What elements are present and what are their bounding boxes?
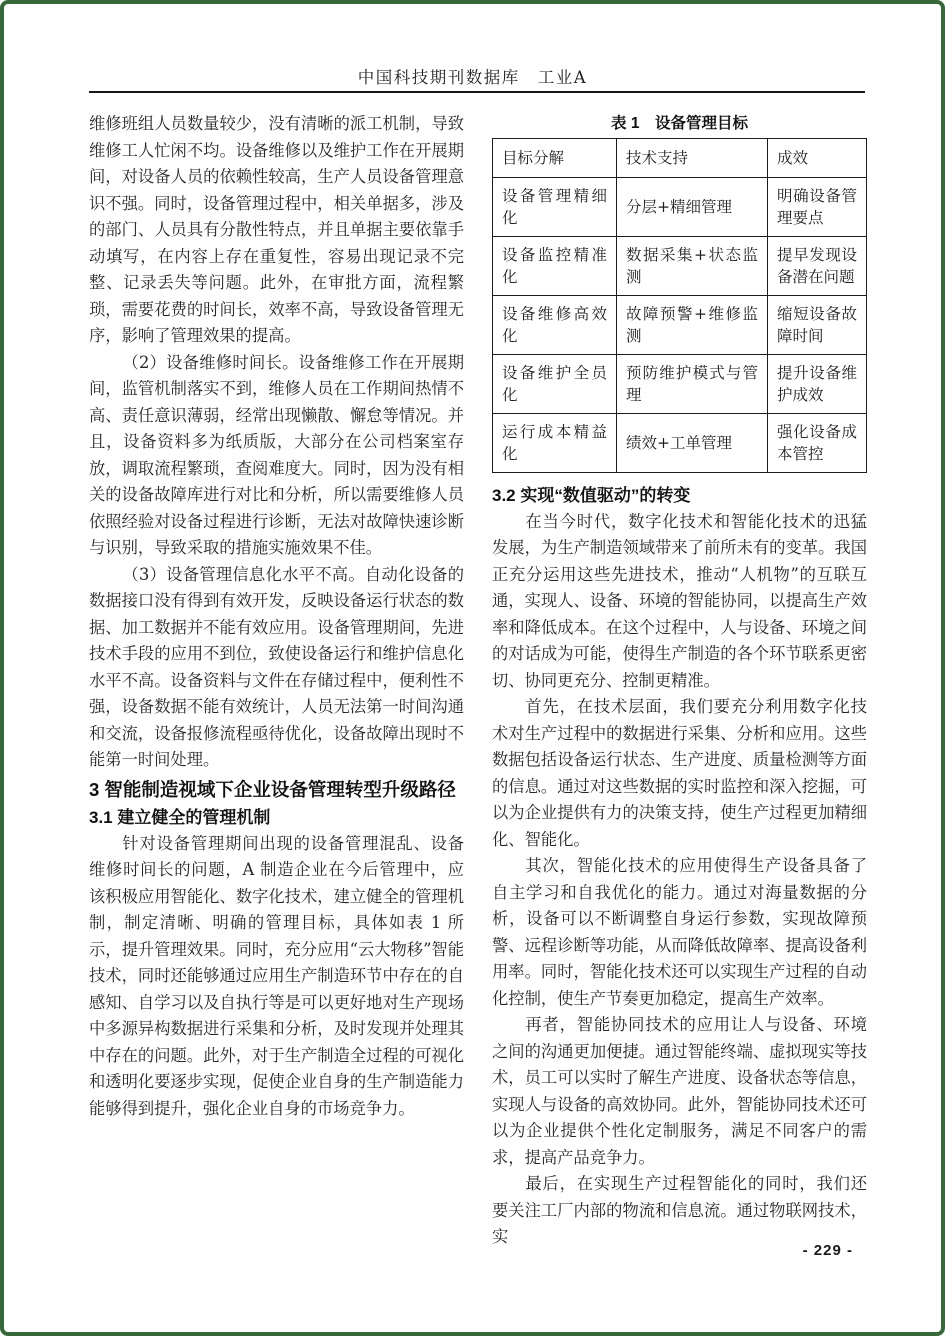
page-number: - 229 -	[802, 1242, 853, 1259]
paragraph-lastly: 最后，在实现生产过程智能化的同时，我们还要关注工厂内部的物流和信息流。通过物联网技术，实	[492, 1174, 867, 1246]
section-heading-3-2: 3.2 实现“数值驱动”的转变	[492, 485, 691, 505]
section-heading-3-1: 3.1 建立健全的管理机制	[89, 807, 271, 827]
left-column	[89, 111, 464, 1251]
section-heading-3: 3 智能制造视域下企业设备管理转型升级路径	[89, 778, 456, 800]
table-cell: 设备维修高效化	[493, 295, 617, 354]
table-header-cell: 成效	[768, 138, 867, 177]
table-cell: 缩短设备故障时间	[768, 295, 867, 354]
table-cell: 分层+精细管理	[617, 177, 768, 236]
paragraph-continuation: 维修班组人员数量较少，没有清晰的派工机制，导致维修工人忙闲不均。设备维修以及维护工作在开展期间，对设备人员的依赖性较高，生产人员设备管理意识不强。同时，设备管理过程中，相关单据多，涉及的部门、人员具有分散性特点，并且单据主要依靠手动填写，在内容上存在重复性，容易出现记录不完整、记录丢失等问题。此外，在审批方面，流程繁琐，需要花费的时间长，效率不高，导致设备管理无序，影响了管理效果的提高。	[89, 114, 464, 345]
table-header-cell: 目标分解	[493, 138, 617, 177]
equipment-goals-table	[492, 138, 867, 473]
table-cell: 预防维护模式与管理	[617, 354, 768, 413]
paragraph-item-3: （3）设备管理信息化水平不高。自动化设备的数据接口没有得到有效开发，反映设备运行状态的数据、加工数据并不能有效应用。设备管理期间，先进技术手段的应用不到位，致使设备运行和维护信息化水平不高。设备资料与文件在存储过程中，便利性不强，设备数据不能有效统计，人员无法第一时间沟通和交流，设备报修流程亟待优化，设备故障出现时不能第一时间处理。	[89, 564, 464, 769]
table-cell: 明确设备管理要点	[768, 177, 867, 236]
table-row	[493, 354, 867, 413]
table-row	[493, 295, 867, 354]
table-header-cell: 技术支持	[617, 138, 768, 177]
table-cell: 运行成本精益化	[493, 413, 617, 472]
table-row	[493, 236, 867, 295]
paragraph-item-2: （2）设备维修时间长。设备维修工作在开展期间，监管机制落实不到，维修人员在工作期间热情不高、责任意识薄弱，经常出现懒散、懈怠等情况。并且，设备资料多为纸质版，大部分在公司档案室存放，调取流程繁琐，查阅难度大。同时，因为没有相关的设备故障库进行对比和分析，所以需要维修人员依照经验对设备过程进行诊断，无法对故障快速诊断与识别，导致采取的措施实施效果不佳。	[89, 352, 464, 557]
table-cell: 提早发现设备潜在问题	[768, 236, 867, 295]
paragraph-3-2-intro: 在当今时代，数字化技术和智能化技术的迅猛发展，为生产制造领域带来了前所未有的变革。我国正充分运用这些先进技术，推动“人机物”的互联互通，实现人、设备、环境的智能协同，以提高生产效率和降低成本。在这个过程中，人与设备、环境之间的对话成为可能，使得生产制造的各个环节联系更密切、协同更充分、控制更精准。	[492, 511, 867, 690]
table-cell: 数据采集+状态监测	[617, 236, 768, 295]
table-cell: 设备管理精细化	[493, 177, 617, 236]
right-column	[492, 111, 867, 1251]
journal-header-title: 中国科技期刊数据库 工业A	[357, 68, 588, 87]
table-header-row	[493, 138, 867, 177]
table-row	[493, 413, 867, 472]
table-cell: 设备维护全员化	[493, 354, 617, 413]
table-cell: 设备监控精准化	[493, 236, 617, 295]
table-cell: 故障预警+维修监测	[617, 295, 768, 354]
table-caption: 表 1 设备管理目标	[611, 115, 748, 132]
table-cell: 强化设备成本管控	[768, 413, 867, 472]
paragraph-firstly: 首先，在技术层面，我们要充分利用数字化技术对生产过程中的数据进行采集、分析和应用。这些数据包括设备运行状态、生产进度、质量检测等方面的信息。通过对这些数据的实时监控和深入挖掘，可以为企业提供有力的决策支持，使生产过程更加精细化、智能化。	[492, 697, 867, 849]
paragraph-thirdly: 再者，智能协同技术的应用让人与设备、环境之间的沟通更加便捷。通过智能终端、虚拟现实等技术，员工可以实时了解生产进度、设备状态等信息，实现人与设备的高效协同。此外，智能协同技术还可以为企业提供个性化定制服务，满足不同客户的需求，提高产品竞争力。	[492, 1015, 867, 1167]
header-rule	[89, 91, 865, 93]
table-row	[493, 177, 867, 236]
table-cell: 提升设备维护成效	[768, 354, 867, 413]
paragraph-3-1-body: 针对设备管理期间出现的设备管理混乱、设备维修时间长的问题，A 制造企业在今后管理中，应该积极应用智能化、数字化技术，建立健全的管理机制，制定清晰、明确的管理目标，具体如表 1 所示，提升管理效果。同时，充分应用“云大物移”智能技术，同时还能够通过应用生产制造环节中存在的自感知、自学习以及自执行等是可以更好地对生产现场中多源异构数据进行采集和分析，及时发现并处理其中存在的问题。此外，对于生产制造全过程的可视化和透明化要逐步实现，促使企业自身的生产制造能力能够得到提升，强化企业自身的市场竞争力。	[89, 833, 464, 1118]
table-cell: 绩效+工单管理	[617, 413, 768, 472]
two-column-body	[89, 111, 867, 1251]
paragraph-secondly: 其次，智能化技术的应用使得生产设备具备了自主学习和自我优化的能力。通过对海量数据的分析，设备可以不断调整自身运行参数，实现故障预警、远程诊断等功能，从而降低故障率、提高设备利用率。同时，智能化技术还可以实现生产过程的自动化控制，使生产节奏更加稳定，提高生产效率。	[492, 856, 867, 1008]
